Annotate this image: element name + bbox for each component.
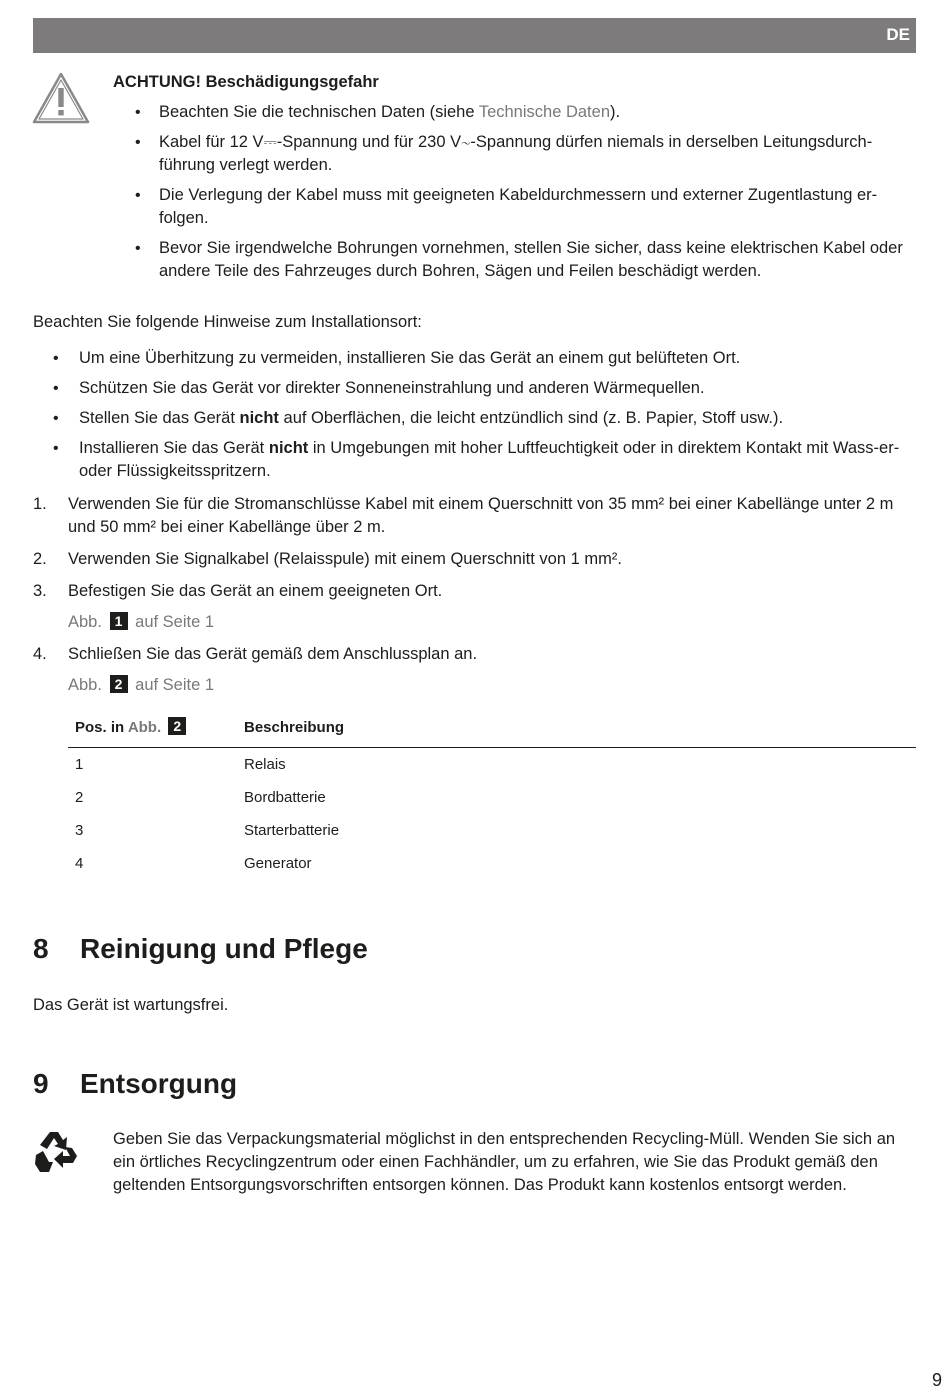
table-header-desc: Beschreibung (237, 716, 916, 748)
figure-reference[interactable]: Abb. 1 auf Seite 1 (68, 613, 215, 631)
figure-number-badge: 2 (110, 675, 128, 693)
figure-number-badge: 2 (168, 717, 186, 735)
table-row: 2 Bordbatterie (75, 789, 326, 806)
installation-site-list (33, 347, 913, 490)
warning-list (113, 101, 913, 283)
installation-steps (33, 493, 913, 706)
step-item: 1. Verwenden Sie für die Stromanschlüsse Kabel mit einem Querschnitt von 35 mm² bei einer Kabellänge unter 2 m und 50 mm² bei einer Kabellänge über 2 m. (33, 495, 894, 536)
recycle-icon (32, 1128, 80, 1176)
disposal-text: Geben Sie das Verpackungsmaterial möglichst in den entsprechenden Recycling-Müll. Wenden Sie sich an ein örtliches Recyclingzentrum oder einen Fachhändler, um zu erfahren, wie Sie das Produkt gemäß den geltenden Entsorgungsvorschriften entsorgen können. Das Produkt kann kostenlos entsorgt werden. (113, 1130, 896, 1194)
warning-block (113, 71, 913, 290)
warning-title: ACHTUNG! Beschädigungsgefahr (113, 73, 379, 91)
warning-item: • Die Verlegung der Kabel muss mit geeigneten Kabeldurchmessern und externer Zugentlastung er-folgen. (113, 184, 913, 230)
page-header-bar (33, 18, 916, 53)
table-row: 3 Starterbatterie (75, 822, 340, 839)
figure-number-badge: 1 (110, 612, 128, 630)
table-header-pos: Pos. in Abb. 2 (68, 716, 237, 748)
warning-text: Beachten Sie die technischen Daten (siehe (159, 103, 479, 121)
site-item: • Installieren Sie das Gerät nicht in Umgebungen mit hoher Luftfeuchtigkeit oder in direktem Kontakt mit Wass-er- oder Flüssigkeitsspritzern. (33, 437, 913, 483)
page-number: 9 (931, 1370, 942, 1390)
step-item: 3. Befestigen Sie das Gerät an einem geeigneten Ort. Abb. 1 auf Seite 1 (33, 580, 913, 634)
table-row: 1 Relais (75, 756, 286, 773)
step-item: 2. Verwenden Sie Signalkabel (Relaisspule) mit einem Querschnitt von 1 mm². (33, 550, 622, 568)
step-item: 4. Schließen Sie das Gerät gemäß dem Anschlussplan an. Abb. 2 auf Seite 1 (33, 643, 913, 697)
site-item: • Um eine Überhitzung zu vermeiden, installieren Sie das Gerät an einem gut belüfteten Ort. (33, 347, 913, 370)
warning-item: • Bevor Sie irgendwelche Bohrungen vornehmen, stellen Sie sicher, dass keine elektrischen Kabel oder andere Teile des Fahrzeuges durch Bohren, Sägen und Feilen beschädigt werden. (113, 237, 913, 283)
site-item: • Schützen Sie das Gerät vor direkter Sonneneinstrahlung und anderen Wärmequellen. (33, 377, 913, 400)
section-heading-cleaning: 8 Reinigung und Pflege (33, 933, 368, 964)
warning-item: • Kabel für 12 V⎓-Spannung und für 230 V∼-Spannung dürfen niemals in derselben Leitungsdurch-führung verlegt werden. (113, 131, 913, 177)
warning-triangle-icon (31, 71, 91, 125)
cleaning-text: Das Gerät ist wartungsfrei. (33, 996, 229, 1014)
warning-item (113, 101, 913, 124)
technical-data-link[interactable]: Technische Daten (478, 103, 610, 121)
installation-intro: Beachten Sie folgende Hinweise zum Installationsort: (33, 313, 422, 331)
section-heading-disposal: 9 Entsorgung (33, 1068, 238, 1099)
figure-reference[interactable]: Abb. 2 auf Seite 1 (68, 676, 215, 694)
position-table (68, 716, 916, 880)
site-item: • Stellen Sie das Gerät nicht auf Oberflächen, die leicht entzündlich sind (z. B. Papier, Stoff usw.). (33, 407, 913, 430)
language-label: DE (886, 25, 910, 44)
table-row: 4 Generator (75, 855, 312, 872)
warning-text: ). (610, 103, 621, 121)
